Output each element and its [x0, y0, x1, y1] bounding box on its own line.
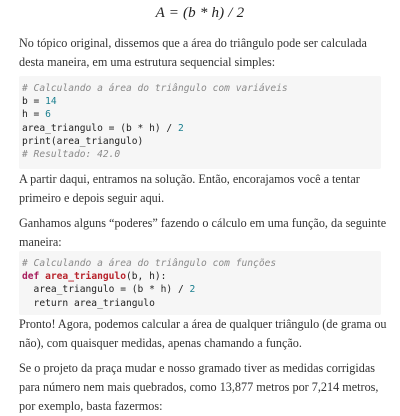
code-text: print(area_triangulo): [22, 135, 144, 147]
code-number: 2: [189, 284, 196, 296]
code-keyword: def: [22, 271, 40, 283]
code-line: [22, 283, 381, 296]
code-line: [22, 257, 381, 270]
paragraph-function-intro: Ganhamos alguns “poderes” fazendo o cálculo em uma função, da seguinte maneira:: [19, 216, 387, 249]
code-block-function: [19, 251, 381, 315]
code-comment: # Resultado: 42.0: [22, 148, 121, 160]
code-line: [22, 95, 381, 108]
code-function-name: area_triangulo: [45, 271, 126, 283]
code-text: (b, h):: [125, 271, 167, 283]
code-text: h =: [22, 109, 46, 121]
code-number: 6: [45, 109, 51, 121]
code-line: [22, 270, 381, 283]
code-line: [22, 297, 381, 310]
code-text: return area_triangulo: [22, 297, 155, 309]
area-formula: A = (b * h) / 2: [155, 5, 245, 21]
code-block-variables: [19, 76, 381, 169]
code-text: area_triangulo = (b * h) /: [22, 284, 190, 296]
code-line: [22, 135, 381, 148]
code-number: 14: [45, 96, 57, 108]
code-line: [22, 82, 381, 95]
paragraph-done: Pronto! Agora, podemos calcular a área de qualquer triângulo (de grama ou não), com quaisquer medidas, apenas chamando a função.: [19, 317, 387, 350]
code-text: area_triangulo = (b * h) /: [22, 122, 178, 134]
paragraph-solution-intro: A partir daqui, entramos na solução. Então, encorajamos você a tentar primeiro e depois seguir aqui.: [19, 172, 360, 205]
code-line: [22, 148, 381, 161]
paragraph-project-change: Se o projeto da praça mudar e nosso gramado tiver as medidas corrigidas para número nem mais quebrados, como 13,877 metros por 7,214 metros, por exemplo, basta fazermos:: [19, 361, 379, 413]
code-line: [22, 122, 381, 135]
paragraph-original-topic: No tópico original, dissemos que a área do triângulo pode ser calculada desta maneira, em uma estrutura sequencial simples:: [19, 36, 367, 69]
code-text: b =: [22, 96, 46, 108]
code-line: [22, 108, 381, 121]
code-comment: # Calculando a área do triângulo com variáveis: [22, 83, 288, 94]
code-number: 2: [177, 122, 184, 134]
code-comment: # Calculando a área do triângulo com funções: [22, 258, 277, 269]
